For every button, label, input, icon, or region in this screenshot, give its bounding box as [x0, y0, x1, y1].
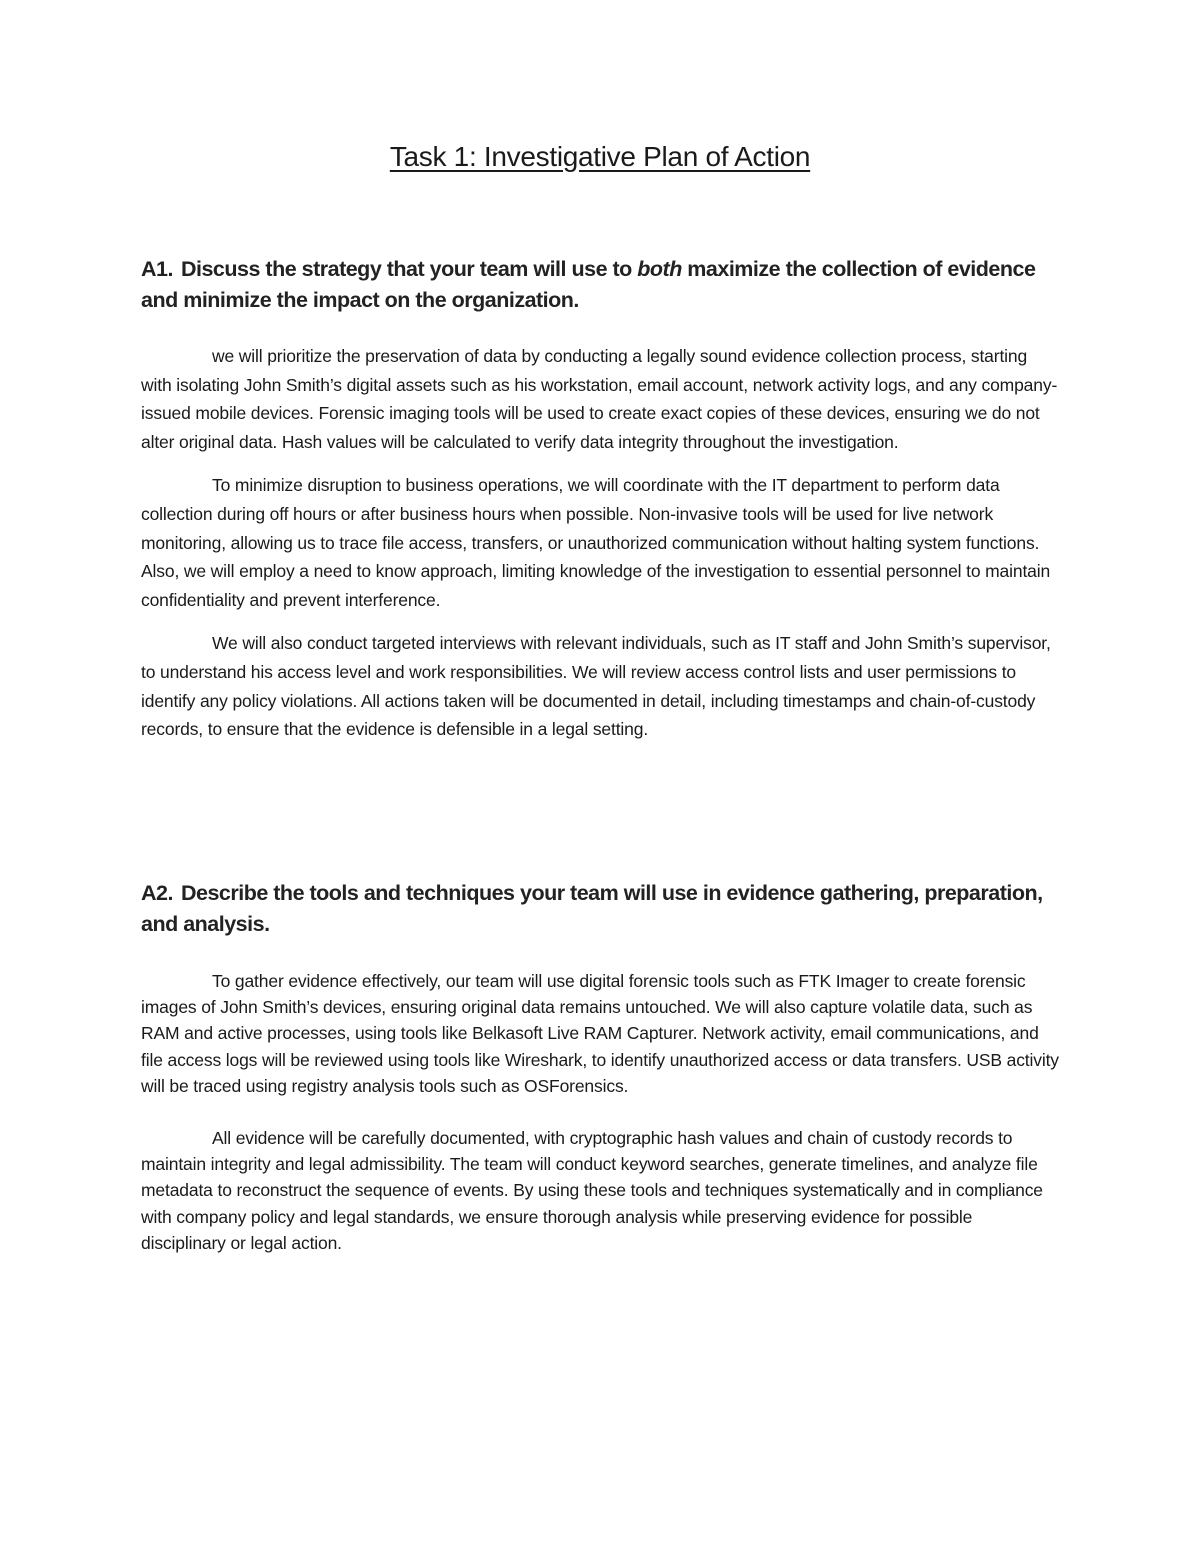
- question-a1-emphasis: both: [637, 257, 682, 281]
- a1-paragraph: We will also conduct targeted interviews with relevant individuals, such as IT staff and John Smith’s supervisor, to understand his access level and work responsibilities. We will review access control lists and user permissions to identify any policy violations. All actions taken will be documented in detail, including timestamps and chain-of-custody records, to ensure that the evidence is defensible in a legal setting.: [141, 633, 1051, 740]
- a2-paragraph: To gather evidence effectively, our team will use digital forensic tools such as FTK Imager to create forensic images of John Smith’s devices, ensuring original data remains untouched. We will also capture volatile data, such as RAM and active processes, using tools like Belkasoft Live RAM Capturer. Network activity, email communications, and file access logs will be reviewed using tools like Wireshark, to identify unauthorized access or data transfers. USB activity will be traced using registry analysis tools such as OSForensics.: [141, 971, 1059, 1096]
- question-a2-text: Describe the tools and techniques your team will use in evidence gathering, preparation, and analysis.: [141, 881, 1043, 936]
- question-a1-heading: [141, 254, 1061, 316]
- question-a2-number: A2.: [141, 881, 173, 905]
- question-a1-text-end: maximize the collection of evidence and minimize the impact on the organization.: [141, 257, 1036, 312]
- section-a2: [141, 878, 1061, 1256]
- a1-paragraph: To minimize disruption to business operations, we will coordinate with the IT department to perform data collection during off hours or after business hours when possible. Non-invasive tools will be used for live network monitoring, allowing us to trace file access, transfers, or unauthorized communication without halting system functions. Also, we will employ a need to know approach, limiting knowledge of the investigation to essential personnel to maintain confidentiality and prevent interference.: [141, 475, 1051, 610]
- a2-paragraph: All evidence will be carefully documented, with cryptographic hash values and chain of custody records to maintain integrity and legal admissibility. The team will conduct keyword searches, generate timelines, and analyze file metadata to reconstruct the sequence of events. By using these tools and techniques systematically and in compliance with company policy and legal standards, we ensure thorough analysis while preserving evidence for possible disciplinary or legal action.: [141, 1128, 1043, 1253]
- section-a1: [141, 254, 1061, 744]
- document-title: Task 1: Investigative Plan of Action: [389, 141, 811, 172]
- a1-paragraph: we will prioritize the preservation of data by conducting a legally sound evidence collection process, starting with isolating John Smith’s digital assets such as his workstation, email account, network activity logs, and any company-issued mobile devices. Forensic imaging tools will be used to create exact copies of these devices, ensuring we do not alter original data. Hash values will be calculated to verify data integrity throughout the investigation.: [141, 346, 1058, 452]
- question-a1-number: A1.: [141, 257, 173, 281]
- question-a2-heading: [141, 878, 1061, 940]
- question-a1-text-start: Discuss the strategy that your team will use to: [180, 257, 638, 281]
